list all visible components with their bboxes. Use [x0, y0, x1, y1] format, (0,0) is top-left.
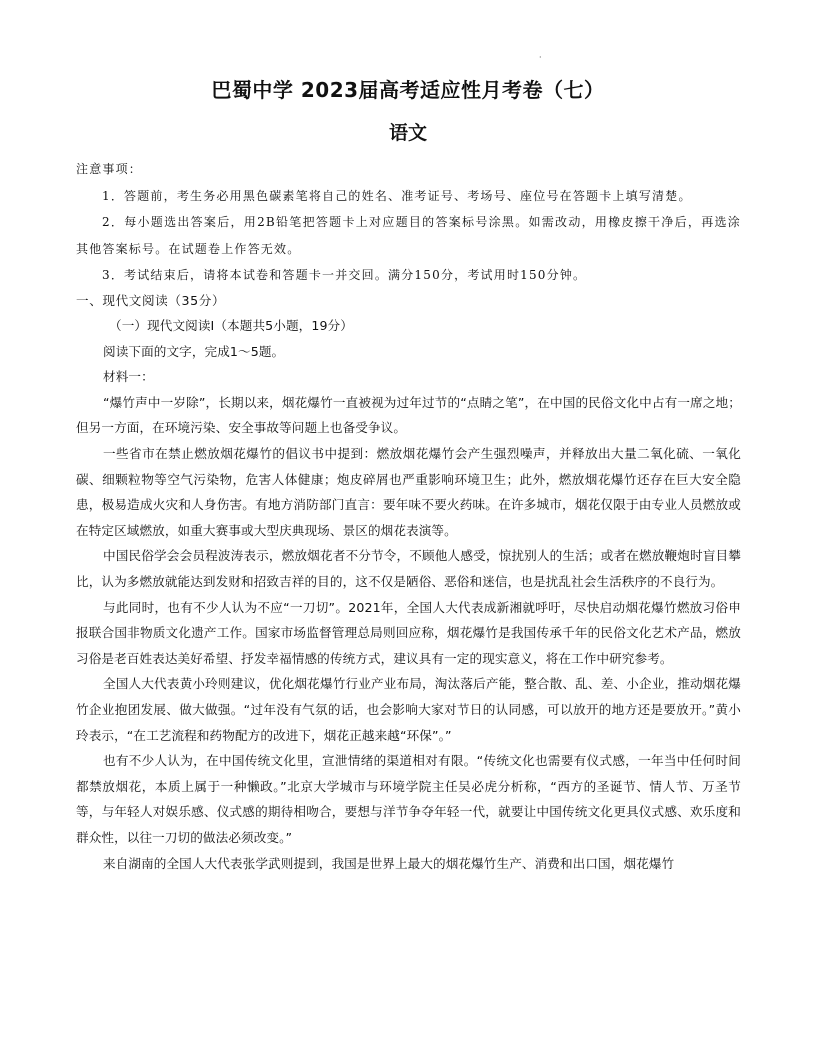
paragraph: 全国人大代表黄小玲则建议，优化烟花爆竹行业产业布局，淘汰落后产能，整合散、乱、差、小企业，推动烟花爆竹企业抱团发展、做大做强。“过年没有气氛的话，也会影响大家对节日的认同感，可以放开的地方还是要放开。”黄小玲表示，“在工艺流程和药物配方的改进下，烟花正越来越“环保”。”: [76, 676, 741, 743]
paragraph: “爆竹声中一岁除”，长期以来，烟花爆竹一直被视为过年过节的“点睛之笔”，在中国的民俗文化中占有一席之地；但另一方面，在环境污染、安全事故等问题上也备受争议。: [76, 394, 741, 436]
exam-body: [76, 156, 741, 876]
paragraph: 一些省市在禁止燃放烟花爆竹的倡议书中提到：燃放烟花爆竹会产生强烈噪声，并释放出大量二氧化硫、一氧化碳、细颗粒物等空气污染物，危害人体健康；炮皮碎屑也严重影响环境卫生；此外，燃放烟花爆竹还存在巨大安全隐患，极易造成火灾和人身伤害。有地方消防部门直言：要年味不要火药味。在许多城市，烟花仅限于由专业人员燃放或在特定区域燃放，如重大赛事或大型庆典现场、景区的烟花表演等。: [76, 446, 741, 538]
subject-title: 语文: [388, 122, 427, 144]
notice-heading: 注意事项：: [76, 162, 143, 176]
notice-item: 3．考试结束后，请将本试卷和答题卡一并交回。满分150分，考试用时150分钟。: [102, 268, 587, 282]
paragraph: 也有不少人认为，在中国传统文化里，宣泄情绪的渠道相对有限。“传统文化也需要有仪式感，一年当中任何时间都禁放烟花，本质上属于一种懒政。”北京大学城市与环境学院主任吴必虎分析称，“西方的圣诞节、情人节、万圣节等，与年轻人对娱乐感、仪式感的期待相吻合，要想与洋节争夺年轻一代，就要让中国传统文化更具仪式感、欢乐度和群众性，以往一刀切的做法必须改变。”: [76, 753, 741, 845]
paragraph: 来自湖南的全国人大代表张学武则提到，我国是世界上最大的烟花爆竹生产、消费和出口国，烟花爆竹: [103, 855, 675, 871]
paragraph: 与此同时，也有不少人认为不应“一刀切”。2021年，全国人大代表成新湘就呼吁，尽快启动烟花爆竹燃放习俗申报联合国非物质文化遗产工作。国家市场监督管理总局则回应称，烟花爆竹是我国传承千年的民俗文化艺术产品，燃放习俗是老百姓表达美好希望、抒发幸福情感的传统方式，建议具有一定的现实意义，将在工作中研究参考。: [76, 599, 741, 666]
notice-item: 1．答题前，考生务必用黑色碳素笔将自己的姓名、准考证号、考场号、座位号在答题卡上填写清楚。: [102, 188, 692, 203]
material-label: 材料一：: [103, 369, 154, 385]
section-heading: 一、现代文阅读（35分）: [76, 292, 226, 308]
section-instruction: 阅读下面的文字，完成1～5题。: [103, 343, 285, 359]
exam-title: 巴蜀中学 2023届高考适应性月考卷（七）: [211, 78, 605, 102]
paragraph: 中国民俗学会会员程波涛表示，燃放烟花者不分节令，不顾他人感受，惊扰别人的生活；或者在燃放鞭炮时盲目攀比，认为多燃放就能达到发财和招致吉祥的目的，这不仅是陋俗、恶俗和迷信，也是扰乱社会生活秩序的不良行为。: [76, 548, 741, 590]
notice-section: [76, 156, 741, 289]
section-subheading: （一）现代文阅读I（本题共5小题，19分）: [109, 318, 353, 334]
notice-item: 2．每小题选出答案后，用2B铅笔把答题卡上对应题目的答案标号涂黑。如需改动，用橡皮擦干净后，再选涂其他答案标号。在试题卷上作答无效。: [76, 215, 741, 256]
reading-section: [76, 288, 741, 877]
stray-mark: ·: [539, 53, 542, 62]
